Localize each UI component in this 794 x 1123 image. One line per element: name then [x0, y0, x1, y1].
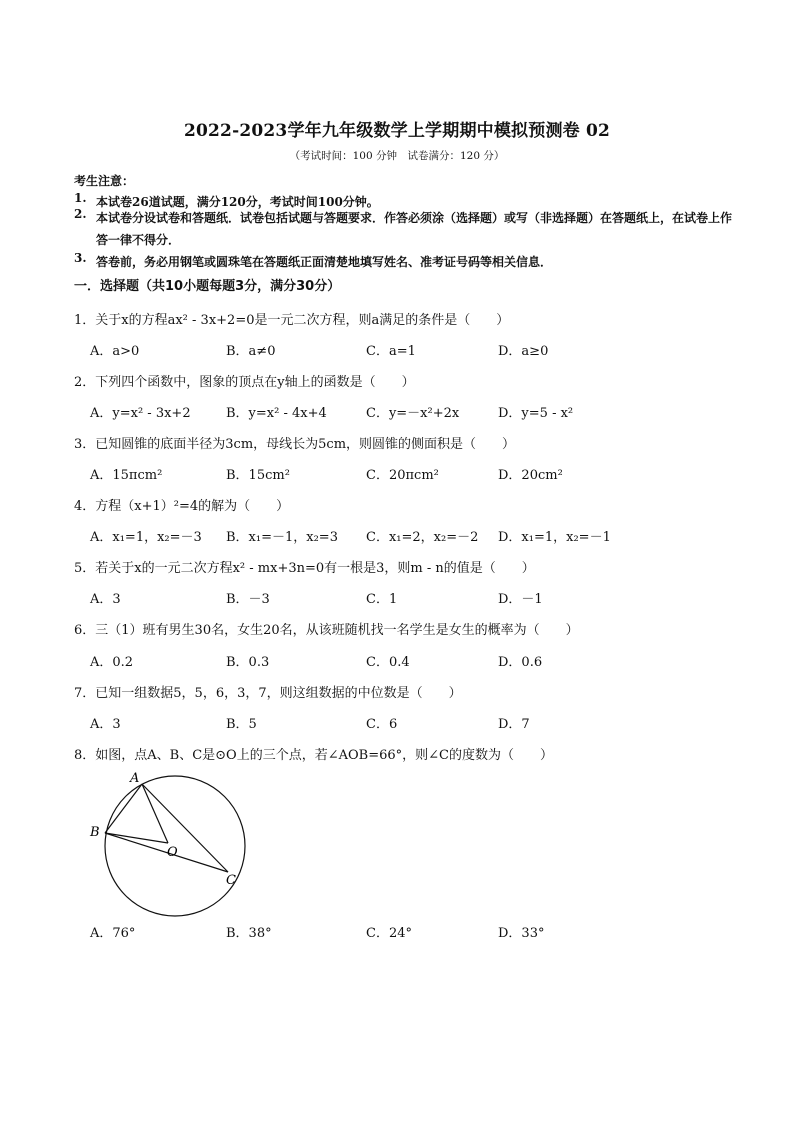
- option-a: A．15πcm²: [90, 468, 163, 483]
- option-b: B．0.3: [226, 655, 270, 670]
- notice-item-text: 本试卷分设试卷和答题纸．试卷包括试题与答题要求．作答必须涂（选择题）或写（非选择题）在答题纸上，在试卷上作答一律不得分．: [96, 211, 733, 247]
- option-c: C．a=1: [366, 344, 416, 359]
- option-a: A．a>0: [90, 344, 140, 359]
- option-b: B．a≠0: [226, 344, 276, 359]
- option-d: D．x₁=1，x₂=－1: [498, 530, 611, 545]
- question-5: 5．若关于x的一元二次方程x² - mx+3n=0有一根是3，则m - n的值是（ ）: [74, 561, 535, 576]
- option-d: D．7: [498, 717, 530, 732]
- label-b: B: [90, 825, 100, 840]
- notice-item-text: 答卷前，务必用钢笔或圆珠笔在答题纸正面清楚地填写姓名、准考证号码等相关信息．: [96, 255, 553, 269]
- option-c: C．x₁=2，x₂=－2: [366, 530, 479, 545]
- option-a: A．76°: [90, 926, 136, 941]
- option-a: A．x₁=1，x₂=－3: [90, 530, 202, 545]
- option-d: D．33°: [498, 926, 545, 941]
- question-3: 3．已知圆锥的底面半径为3cm，母线长为5cm，则圆锥的侧面积是（ ）: [74, 437, 516, 452]
- option-c: C．24°: [366, 926, 412, 941]
- question-1: 1．关于x的方程ax² - 3x+2=0是一元二次方程，则a满足的条件是（ ）: [74, 313, 510, 328]
- question-7: 7．已知一组数据5，5，6，3，7，则这组数据的中位数是（ ）: [74, 686, 462, 701]
- option-c: C．1: [366, 592, 398, 607]
- exam-subtitle: （考试时间：100 分钟 试卷满分：120 分）: [289, 150, 505, 162]
- question-6: 6．三（1）班有男生30名，女生20名，从该班随机找一名学生是女生的概率为（ ）: [74, 623, 579, 638]
- segment-ab: [105, 784, 142, 833]
- option-a: A．3: [90, 592, 121, 607]
- label-o: O: [167, 845, 178, 860]
- notice-label: 考生注意：: [74, 174, 135, 188]
- label-a: A: [130, 771, 140, 786]
- option-b: B．38°: [226, 926, 272, 941]
- option-a: A．3: [90, 717, 121, 732]
- notice-item-number: 1.: [74, 191, 87, 205]
- question-8: 8．如图，点A、B、C是⊙O上的三个点，若∠AOB=66°，则∠C的度数为（ ）: [74, 748, 553, 763]
- option-b: B．y=x² - 4x+4: [226, 406, 327, 421]
- question-4: 4．方程（x+1）²=4的解为（ ）: [74, 499, 290, 514]
- option-c: C．20πcm²: [366, 468, 439, 483]
- option-d: D．－1: [498, 592, 543, 607]
- circle-figure: [88, 768, 258, 918]
- option-d: D．0.6: [498, 655, 543, 670]
- option-d: D．y=5 - x²: [498, 406, 574, 421]
- option-a: A．y=x² - 3x+2: [90, 406, 191, 421]
- notice-item-text: 本试卷26道试题，满分120分，考试时间100分钟。: [96, 195, 379, 209]
- option-a: A．0.2: [90, 655, 134, 670]
- section-heading: 一．选择题（共10小题每题3分，满分30分）: [74, 279, 341, 294]
- option-c: C．6: [366, 717, 398, 732]
- option-b: B．－3: [226, 592, 270, 607]
- option-d: D．a≥0: [498, 344, 549, 359]
- option-b: B．15cm²: [226, 468, 290, 483]
- segment-ao: [142, 784, 168, 843]
- notice-item-number: 2.: [74, 207, 87, 221]
- notice-item-number: 3.: [74, 251, 87, 265]
- option-c: C．0.4: [366, 655, 410, 670]
- option-b: B．5: [226, 717, 257, 732]
- option-c: C．y=－x²+2x: [366, 406, 460, 421]
- segment-bo: [105, 833, 168, 843]
- label-c: C: [226, 873, 236, 888]
- option-b: B．x₁=－1，x₂=3: [226, 530, 338, 545]
- question-2: 2．下列四个函数中，图象的顶点在y轴上的函数是（ ）: [74, 375, 415, 390]
- exam-title: 2022-2023学年九年级数学上学期期中模拟预测卷 02: [183, 121, 611, 141]
- option-d: D．20cm²: [498, 468, 563, 483]
